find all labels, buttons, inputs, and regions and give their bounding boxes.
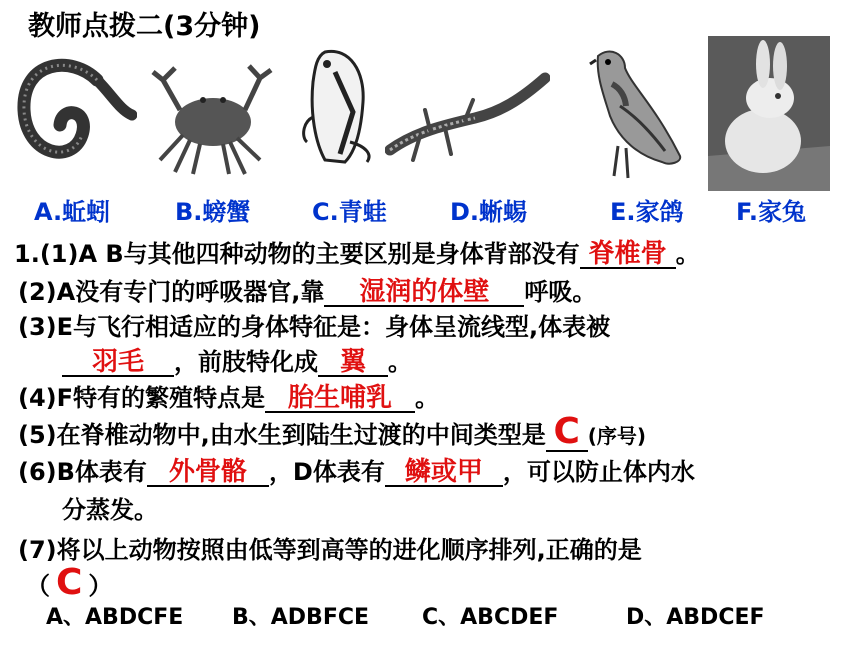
question-1: [14, 234, 700, 269]
answer-blank-5: [546, 411, 588, 452]
question-5-text: (5)在脊椎动物中,由水生到陆生过渡的中间类型是: [18, 421, 546, 449]
question-1-text: 1.(1)A B与其他四种动物的主要区别是身体背部没有: [14, 240, 580, 268]
label-pigeon: E.家鸽: [610, 198, 684, 226]
earthworm-image: [2, 50, 137, 190]
answer-blank-6a: [147, 459, 269, 487]
question-4-text: (4)F特有的繁殖特点是: [18, 384, 266, 412]
label-crab: B.螃蟹: [175, 198, 251, 226]
answer-blank-3a: [62, 349, 174, 377]
answer-5: C: [553, 411, 580, 452]
question-4: [18, 378, 439, 413]
question-3-line-1: (3)E与飞行相适应的身体特征是：身体呈流线型,体表被: [18, 313, 611, 341]
question-3-mid: ，前肢特化成: [174, 348, 318, 376]
label-earthworm: A.蚯蚓: [34, 198, 111, 226]
label-lizard: D.蜥蜴: [450, 198, 528, 226]
rabbit-image: [708, 36, 830, 191]
answer-blank-2: [324, 279, 524, 307]
answer-blank-6b: [385, 459, 503, 487]
question-6-end: ，可以防止体内水: [502, 458, 695, 486]
pigeon-image: [570, 36, 700, 191]
answer-1: 脊椎骨: [588, 239, 667, 269]
crab-image: [145, 50, 280, 180]
answer-7: C: [56, 562, 83, 603]
answer-6b: 鳞或甲: [404, 457, 483, 487]
question-6-line-2: 分蒸发。: [62, 496, 158, 524]
question-4-end: 。: [415, 384, 440, 412]
question-2-end: 呼吸。: [524, 278, 597, 306]
answer-blank-4: [265, 385, 415, 413]
question-6-mid: ，D体表有: [268, 458, 385, 486]
lizard-image: [385, 70, 550, 180]
question-7-paren-close: ）: [88, 572, 113, 600]
question-1-end: 。: [675, 240, 700, 268]
answer-3a: 羽毛: [91, 347, 144, 377]
question-2-text: (2)A没有专门的呼吸器官,靠: [18, 278, 325, 306]
page-title: 教师点拨二(3分钟): [28, 11, 261, 42]
question-3-end: 。: [388, 348, 412, 376]
question-7-paren-open: （: [26, 572, 50, 600]
question-5: [18, 411, 647, 452]
option-c: C、ABCDEF: [422, 605, 559, 630]
frog-image: [295, 42, 380, 172]
option-d: D、ABDCEF: [626, 605, 765, 630]
question-5-end: (序号): [587, 424, 647, 448]
answer-blank-1: [580, 241, 676, 269]
answer-4: 胎生哺乳: [288, 383, 393, 413]
question-7-line-2: [26, 562, 112, 603]
question-6: [18, 452, 695, 487]
question-6-text: (6)B体表有: [18, 458, 147, 486]
answer-3b: 翼: [339, 347, 366, 377]
answer-6a: 外骨骼: [168, 457, 247, 487]
option-a: A、ABDCFE: [46, 605, 184, 630]
label-rabbit: F.家兔: [736, 198, 806, 226]
answer-2: 湿润的体壁: [359, 277, 490, 307]
question-7-line-1: (7)将以上动物按照由低等到高等的进化顺序排列,正确的是: [18, 536, 642, 564]
answer-blank-3b: [318, 349, 388, 377]
label-frog: C.青蛙: [312, 198, 387, 226]
question-2: [18, 272, 596, 307]
question-3-line-2: [62, 342, 412, 377]
option-b: B、ADBFCE: [232, 605, 370, 630]
